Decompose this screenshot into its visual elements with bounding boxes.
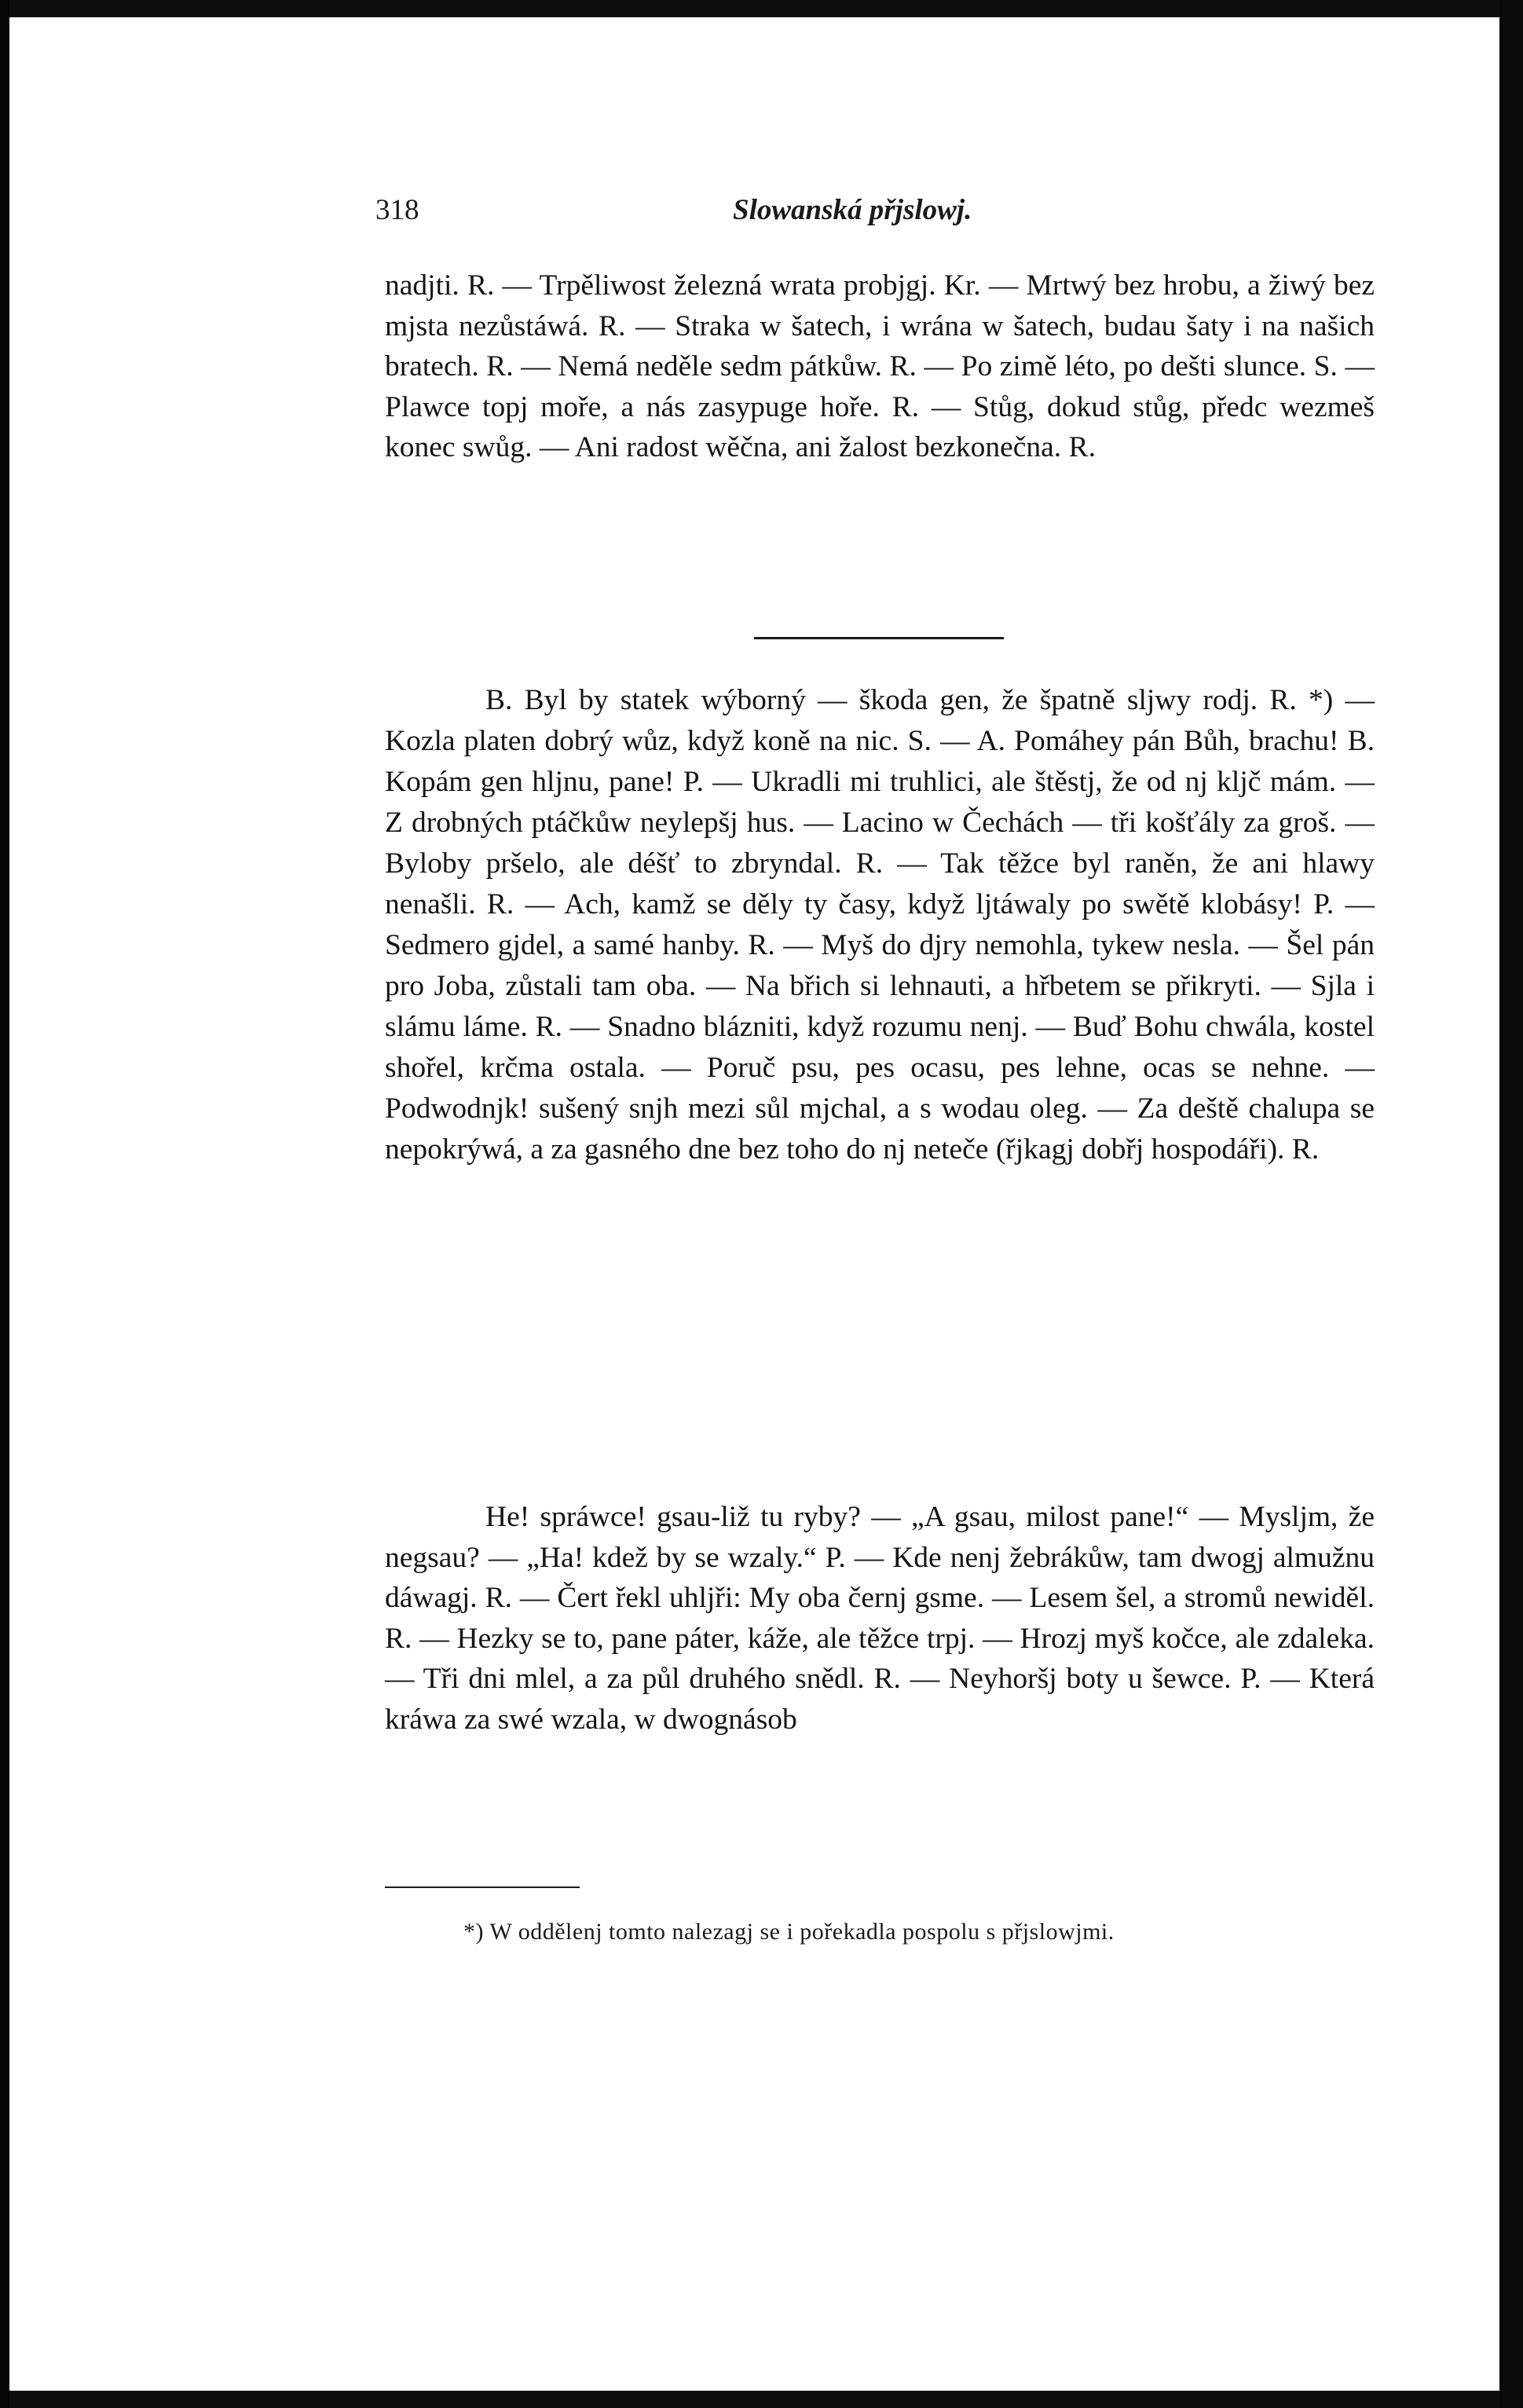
footnote-rule [385,1887,580,1888]
proverbs-paragraph-3: He! spráwce! gsau-liž tu ryby? — „A gsau, milost pane!“ — Mysljm, že negsau? — „Ha! kdež by se wzaly.“ P. — Kde nenj žebrákůw, tam dwogj almužnu dáwagj. R. — Čert řekl uhljři: My oba černj gsme. — Lesem šel, a stromů newiděl. R. — Hezky se to, pane páter, káže, ale těžce trpj. — Hrozj myš kočce, ale zdaleka. — Tři dni mlel, a za půl druhého snědl. R. — Neyhoršj boty u šewce. P. — Která kráwa za swé wzala, w dwognásob [385,1501,1375,1736]
footnote: *) W oddělenj tomto nalezagj se i pořekadla pospolu s přjslowjmi. [463,1919,1115,1945]
page-number: 318 [375,194,419,226]
scan-edge-left [0,0,9,2408]
scan-edge-right [1499,0,1523,2408]
section-divider [754,637,1004,639]
running-head-title: Slowanská přjslowj. [733,194,972,226]
running-head [375,193,1035,240]
proverbs-paragraph-2: B. Byl by statek wýborný — škoda gen, že špatně sljwy rodj. R. *) — Kozla platen dobrý wůz, když koně na nic. S. — A. Pomáhey pán Bůh, brachu! B. Kopám gen hljnu, pane! P. — Ukradli mi truhlici, ale štěstj, že od nj kljč mám. — Z drobných ptáčkůw neylepšj hus. — Lacino w Čechách — tři košťály za groš. — Byloby pršelo, ale déšť to zbryndal. R. — Tak těžce byl raněn, že ani hlawy nenašli. R. — Ach, kamž se děly ty časy, když ljtáwaly po swětě klobásy! P. — Sedmero gjdel, a samé hanby. R. — Myš do djry nemohla, tykew nesla. — Šel pán pro Joba, zůstali tam oba. — Na břich si lehnauti, a hřbetem se přikryti. — Sjla i slámu láme. R. — Snadno blázniti, když rozumu nenj. — Buď Bohu chwála, kostel shořel, krčma ostala. — Poruč psu, pes ocasu, pes lehne, ocas se nehne. — Podwodnjk! sušený snjh mezi sůl mjchal, a s wodau oleg. — Za deště chalupa se nepokrýwá, a za gasného dne bez toho do nj neteče (řjkagj dobřj hospodáři). R. [385,684,1375,1166]
proverbs-paragraph-1: nadjti. R. — Trpěliwost železná wrata probjgj. Kr. — Mrtwý bez hrobu, a žiwý bez mjsta nezůstáwá. R. — Straka w šatech, i wrána w šatech, budau šaty i na našich bratech. R. — Nemá neděle sedm pátkůw. R. — Po zimě léto, po dešti slunce. S. — Plawce topj moře, a nás zasypuge hoře. R. — Stůg, dokud stůg, předc wezmeš konec swůg. — Ani radost wěčna, ani žalost bezkonečna. R. [385,269,1375,463]
